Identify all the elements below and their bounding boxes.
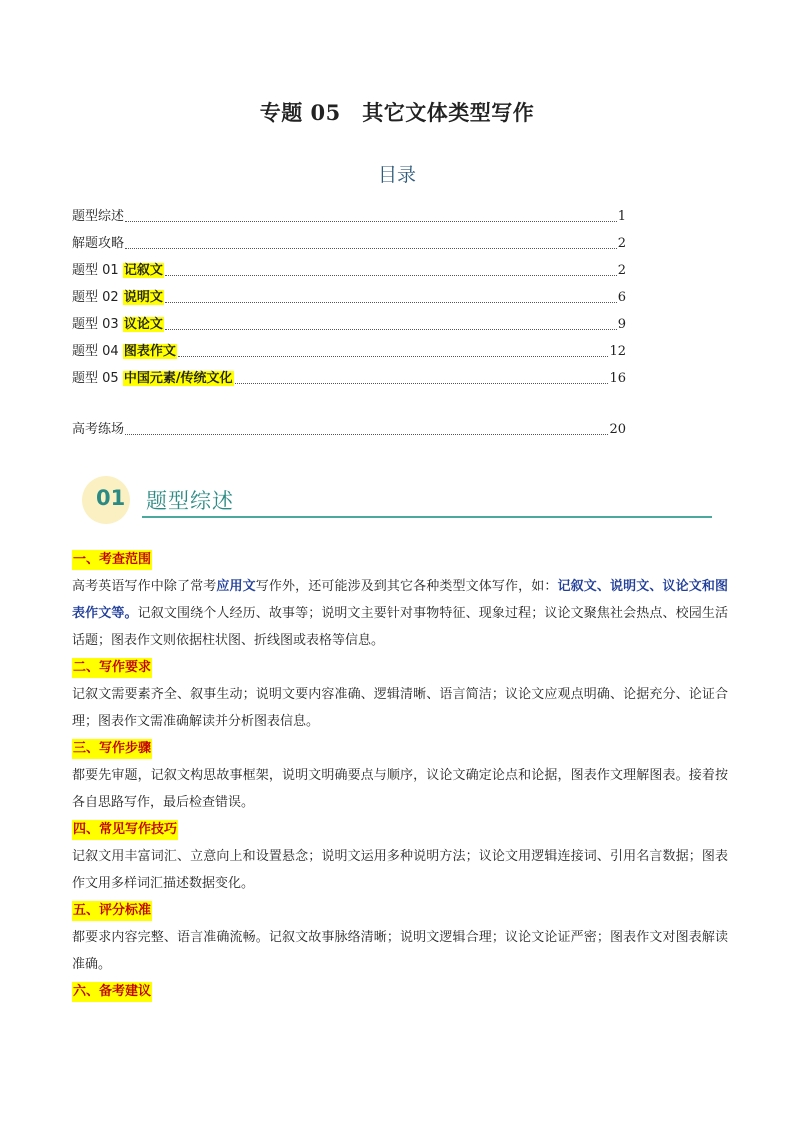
section-divider (142, 516, 712, 518)
heading-steps: 三、写作步骤 (72, 739, 152, 759)
toc-entry-label (72, 289, 164, 307)
toc-leader (165, 275, 617, 276)
toc-page-number: 6 (617, 290, 626, 305)
section-number: 01 (96, 486, 126, 510)
toc-entry-prefix: 题型 02 (72, 290, 123, 305)
section-body (72, 546, 728, 1005)
heading-advice: 六、备考建议 (72, 982, 152, 1002)
toc-entry-prefix: 题型 03 (72, 317, 123, 332)
toc-page-number: 1 (617, 209, 626, 224)
toc-leader (125, 248, 617, 249)
emphasis-text: 应用文 (216, 579, 256, 594)
toc-entry-label (72, 316, 164, 334)
toc-entry-highlight: 中国元素/传统文化 (123, 371, 233, 386)
toc-entry-label (72, 262, 164, 280)
toc-entry-strategy[interactable] (72, 226, 626, 253)
toc-entry-label: 高考练场 (72, 422, 125, 437)
heading-scoring: 五、评分标准 (72, 901, 152, 921)
heading-scope: 一、考查范围 (72, 550, 152, 570)
toc-entry-type-01[interactable] (72, 253, 626, 280)
paragraph-scope (72, 573, 728, 654)
document-title: 专题 05 其它文体类型写作 (259, 100, 535, 125)
toc-entry-type-05[interactable] (72, 361, 626, 388)
paragraph-requirements: 记叙文需要素齐全、叙事生动；说明文要内容准确、逻辑清晰、语言简洁；议论文应观点明确、论据充分、论证合理；图表作文需准确解读并分析图表信息。 (72, 687, 728, 729)
toc-leader (235, 383, 609, 384)
toc-leader (178, 356, 609, 357)
text-run: 高考英语写作中除了常考 (72, 579, 217, 594)
toc-entry-label (72, 370, 234, 388)
toc-title: 目录 (377, 164, 416, 186)
toc-entry-highlight: 图表作文 (123, 344, 176, 359)
toc-page-number: 20 (609, 422, 626, 437)
paragraph-steps: 都要先审题，记叙文构思故事框架，说明文明确要点与顺序，议论文确定论点和论据，图表作文理解图表。接着按各自思路写作，最后检查错误。 (72, 768, 728, 810)
paragraph-techniques: 记叙文用丰富词汇、立意向上和设置悬念；说明文运用多种说明方法；议论文用逻辑连接词、引用名言数据；图表作文用多样词汇描述数据变化。 (72, 849, 728, 891)
toc-entry-label: 题型综述 (72, 209, 125, 224)
toc-leader (165, 302, 617, 303)
heading-requirements: 二、写作要求 (72, 658, 152, 678)
toc-entry-type-02[interactable] (72, 280, 626, 307)
toc-entry-prefix: 题型 01 (72, 263, 123, 278)
toc-page-number: 2 (617, 236, 626, 251)
toc-leader (165, 329, 617, 330)
toc-entry-highlight: 议论文 (123, 317, 163, 332)
toc-entry-prefix: 题型 05 (72, 371, 123, 386)
paragraph-scoring: 都要求内容完整、语言准确流畅。记叙文故事脉络清晰；说明文逻辑合理；议论文论证严密；图表作文对图表解读准确。 (72, 930, 728, 972)
toc-entry-overview[interactable] (72, 199, 626, 226)
table-of-contents (72, 199, 626, 439)
section-title: 题型综述 (146, 489, 234, 513)
toc-entry-type-04[interactable] (72, 334, 626, 361)
toc-page-number: 12 (609, 344, 626, 359)
toc-leader (125, 434, 608, 435)
toc-leader (125, 221, 617, 222)
toc-page-number: 9 (617, 317, 626, 332)
toc-page-number: 2 (617, 263, 626, 278)
toc-entry-highlight: 说明文 (123, 290, 163, 305)
text-run: 写作外，还可能涉及到其它各种类型文体写作，如： (255, 579, 558, 594)
toc-entry-highlight: 记叙文 (123, 263, 163, 278)
section-header (72, 474, 712, 524)
toc-spacer (72, 388, 626, 412)
toc-entry-label (72, 343, 177, 361)
emphasis-text: 记叙文、说明文、议论文和图表作文等。 (72, 579, 728, 621)
toc-page-number: 16 (609, 371, 626, 386)
text-run: 记叙文围绕个人经历、故事等；说明文主要针对事物特征、现象过程；议论文聚焦社会热点、校园生活话题；图表作文则依据柱状图、折线图或表格等信息。 (72, 606, 728, 648)
toc-entry-practice[interactable] (72, 412, 626, 439)
heading-techniques: 四、常见写作技巧 (72, 820, 178, 840)
toc-entry-label: 解题攻略 (72, 236, 125, 251)
toc-entry-prefix: 题型 04 (72, 344, 123, 359)
toc-entry-type-03[interactable] (72, 307, 626, 334)
